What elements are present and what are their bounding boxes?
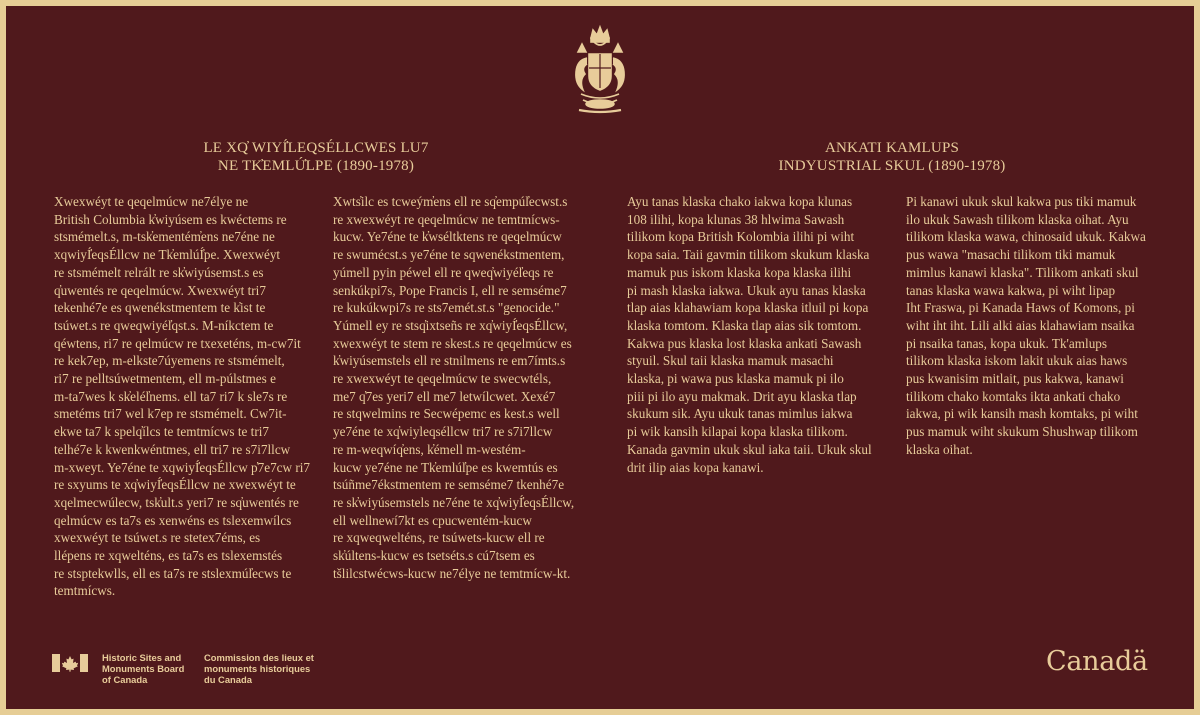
text-line: re stsptekwlls, ell es ta7s re stslexmúl̓ecws te (54, 565, 292, 581)
text-line: xqwiyÍ̓eqsÉllcw ne Tk̓emlúÍ̓pe. Xwexwéyt (54, 247, 281, 263)
text-line: ye7éne te xq̓wiyleqséllcw tri7 re s7i7llcw (333, 424, 553, 440)
org-en-line: Monuments Board (102, 662, 185, 674)
text-line: Xwexwéyt te qeqelmúcw ne7élye ne (54, 194, 249, 209)
canada-flag-icon (52, 654, 88, 672)
title-chinook-line1: ANKATI KAMLUPS (824, 140, 960, 156)
text-line: m-xweyt. Ye7éne te xqwiyÍ̓eqsÉllcw p̓7e7cw ri7 (54, 459, 310, 475)
text-line: qéwtens, ri7 re qelmúcw re txexeténs, m-cw7it (54, 335, 301, 351)
text-line: re kukúkwpi7s re sts7emét.st.s "genocide." (333, 300, 560, 316)
text-line: re xwexwéyt re qeqelmúcw ne temtmícws- (333, 211, 560, 227)
text-line: kucw ye7éne ne Tk̓emlúl̓pe es kwemtús es (333, 459, 558, 475)
text-line: ell wellnewí7kt es cpucwentém-kucw (333, 512, 532, 528)
text-line: tšlilcstwécws-kucw ne7élye ne temtmícw-kt. (333, 565, 571, 581)
text-line: re sxyums te xq̓wiyÍ̓eqsÉllcw ne xwexwéyt te (54, 477, 296, 493)
text-line: pus wawa "masachi tilikom tiki mamuk (906, 247, 1116, 263)
text-line: sk̓últens-kucw es tsetséts.s cú7tsem es (333, 548, 535, 564)
text-line: re sk̓wiyúsemstels ne7éne te xq̓wiyÍ̓eqsÉllcw, (333, 494, 575, 510)
text-line: skukum sik. Ayu ukuk tanas mimlus iakwa (627, 406, 853, 422)
text-line: pi nsaika tanas, kopa ukuk. Tk'amlups (906, 335, 1108, 351)
org-fr-line: Commission des lieux et (204, 652, 314, 663)
title-secwepemc-line1: LE XQ̓ WIYÍ̓LEQSÉLLCWES LU7 (203, 140, 429, 156)
text-line: Kakwa pus klaska lost klaska ankati Sawash (627, 335, 862, 351)
text-line: tilikom klaska iskom lakit ukuk aias haws (906, 353, 1128, 369)
org-fr-line: du Canada (204, 673, 252, 685)
text-line: ri7 re pelltsúwetmentem, ell m-púlstmes e (54, 371, 276, 387)
text-line: xqelmecwúlecw, tsk̓ult.s yeri7 re sq̓uwentés re (54, 494, 299, 510)
text-line: iakwa, pi wik kansih mash komtaks, pi wiht (906, 406, 1138, 422)
text-line: drit ilip aias kopa kanawi. (627, 459, 764, 475)
org-name-english (102, 653, 184, 685)
plaque-panel (6, 6, 1194, 709)
text-line: telhé7e k kwenkwéntmes, ell tri7 re s7i7llcw (54, 441, 291, 457)
text-line: Xwts̓ilc es tcweým̓ens ell re sq̓empúl̓ecwst.s (333, 194, 568, 209)
text-line: mamuk pus iskom klaska kopa klaska ilihi (627, 264, 852, 280)
text-column-2 (333, 193, 595, 582)
text-line: Pi kanawi ukuk skul kakwa pus tiki mamuk (906, 194, 1137, 209)
text-line: tsúñme7ékstmentem re semséme7 tkenhé7e (333, 477, 565, 493)
text-line: stsmémelt.s, m-tsk̓ementém̓ens ne7éne ne (54, 229, 275, 245)
title-chinook (722, 139, 1062, 175)
text-line: piii pi ilo ayu makmak. Drit ayu klaska tlap (627, 388, 857, 404)
org-en-line: of Canada (102, 673, 148, 685)
text-line: pi mash klaska iakwa. Ukuk ayu tanas klaska (627, 282, 866, 298)
text-line: xwexwéyt te stem re skest.s re qeqelmúcw es (333, 335, 572, 351)
text-line: q̓uwentés re qeqelmúcw. Xwexwéyt tri7 (54, 282, 266, 298)
text-line: tilikom kopa British Kolombia ilihi pi wiht (627, 229, 855, 245)
text-line: senkúkpi7s, Pope Francis I, ell re semséme7 (333, 282, 567, 298)
title-chinook-line2: INDYUSTRIAL SKUL (1890-1978) (778, 158, 1006, 174)
title-secwepemc (156, 139, 476, 175)
text-line: re swumécst.s ye7éne te sqwenékstmentem, (333, 247, 565, 263)
text-line: re m-weqwíq̓ens, k̓émell m-westém- (333, 441, 526, 457)
text-line: tekenhé7e es qwenékstmentem te k̓ist te (54, 300, 266, 316)
text-line: smetéms tri7 wel k7ep re stsmémelt. Cw7it- (54, 406, 287, 422)
text-line: temtmícws. (54, 583, 116, 599)
text-line: kopa saia. Taii gavmin tilikom skukum klaska (627, 247, 870, 263)
text-line: klaska oihat. (906, 441, 973, 457)
title-secwepemc-line2: NE TK̓EMLÚ̓LPE (1890-1978) (217, 158, 415, 174)
text-line: m-ta7wes k sk̓elél̓nems. ell ta7 ri7 k sle7s re (54, 388, 288, 404)
text-line: tlap aias klahawiam kopa klaska itluil pi kopa (627, 300, 869, 316)
text-line: tilikom chako komtaks ikta ankati chako (906, 388, 1121, 404)
org-en-line: Historic Sites and (102, 652, 182, 663)
text-line: pus kwanisim mitlait, pus kakwa, kanawi (906, 371, 1124, 387)
text-line: klaska, pi wawa pus klaska mamuk pi ilo (627, 371, 844, 387)
text-line: British Columbia k̓wiyúsem es kwéctems re (54, 211, 287, 227)
text-line: yúmell pyin péwel ell re qweq̓wiyél̓eqs re (333, 264, 554, 280)
canada-wordmark (1046, 646, 1148, 677)
text-line: Ayu tanas klaska chako iakwa kopa klunas (627, 194, 853, 209)
text-line: k̓wiyúsemstels ell re stnilmens re em7ímts.s (333, 353, 566, 369)
text-line: Iht Fraswa, pi Kanada Haws of Komons, pi (906, 300, 1135, 316)
text-line: re kek7ep, m-elkste7úyemens re stsmémelt, (54, 353, 285, 369)
text-line: kucw. Ye7éne te k̓wséltktens re qeqelmúcw (333, 229, 562, 245)
text-line: pi wik kansih kilapai kopa klaska tilikom. (627, 424, 848, 440)
text-line: xwexwéyt te tsúwet.s re stetex7éms, es (54, 530, 261, 546)
text-line: me7 q̓7es yeri7 ell me7 letwílcwet. Xexé7 (333, 388, 556, 404)
text-line: tilikom klaska wawa, chinosaid ukuk. Kakwa (906, 229, 1146, 245)
org-name-french (204, 653, 314, 685)
text-column-1 (54, 193, 316, 600)
text-line: llépens re xqwelténs, es ta7s es tslexemstés (54, 548, 283, 564)
text-line: 108 ilihi, kopa klunas 38 hlwima Sawash (627, 211, 845, 227)
text-line: klaska tomtom. Klaska tlap aias sik tomtom. (627, 317, 862, 333)
text-line: re stqwelmins re Secwépemc es kest.s well (333, 406, 560, 422)
text-line: mimlus kanawi klaska". Tilikom ankati skul (906, 264, 1139, 280)
royal-coat-of-arms-icon (567, 24, 633, 116)
text-line: ekwe ta7 k spelq̓ílcs te temtmícws te tri7 (54, 424, 269, 440)
text-column-4 (906, 193, 1168, 459)
text-line: re xqweqwelténs, re tsúwets-kucw ell re (333, 530, 545, 546)
text-line: pus mamuk wiht skukum Shushwap tilikom (906, 424, 1138, 440)
text-line: tanas klaska wawa kakwa, pi wiht lipap (906, 282, 1116, 298)
text-line: Yúmell ey re stsq̓ixtseñs re xq̓wiyÍ̓eqsÉllcw, (333, 317, 568, 333)
text-line: re xwexwéyt te qeqelmúcw te swecwtéls, (333, 371, 552, 387)
text-line: Kanada gavmin ukuk skul iaka taii. Ukuk skul (627, 441, 872, 457)
org-fr-line: monuments historiques (204, 662, 311, 674)
text-line: re stsmémelt relrált re sk̓wiyúsemst.s es (54, 264, 264, 280)
text-line: wiht iht iht. Lili alki aias klahawiam nsaika (906, 317, 1135, 333)
canada-wordmark-text: Canadä (1046, 646, 1148, 677)
text-column-3 (627, 193, 895, 476)
text-line: qelmúcw es ta7s es xenwéns es tslexemwílcs (54, 512, 292, 528)
text-line: tsúwet.s re qweqwiyél̓qst.s. M-níkctem te (54, 317, 274, 333)
text-line: styuil. Skul taii klaska mamuk masachi (627, 353, 834, 369)
text-line: ilo ukuk Sawash tilikom klaska oihat. Ayu (906, 211, 1129, 227)
